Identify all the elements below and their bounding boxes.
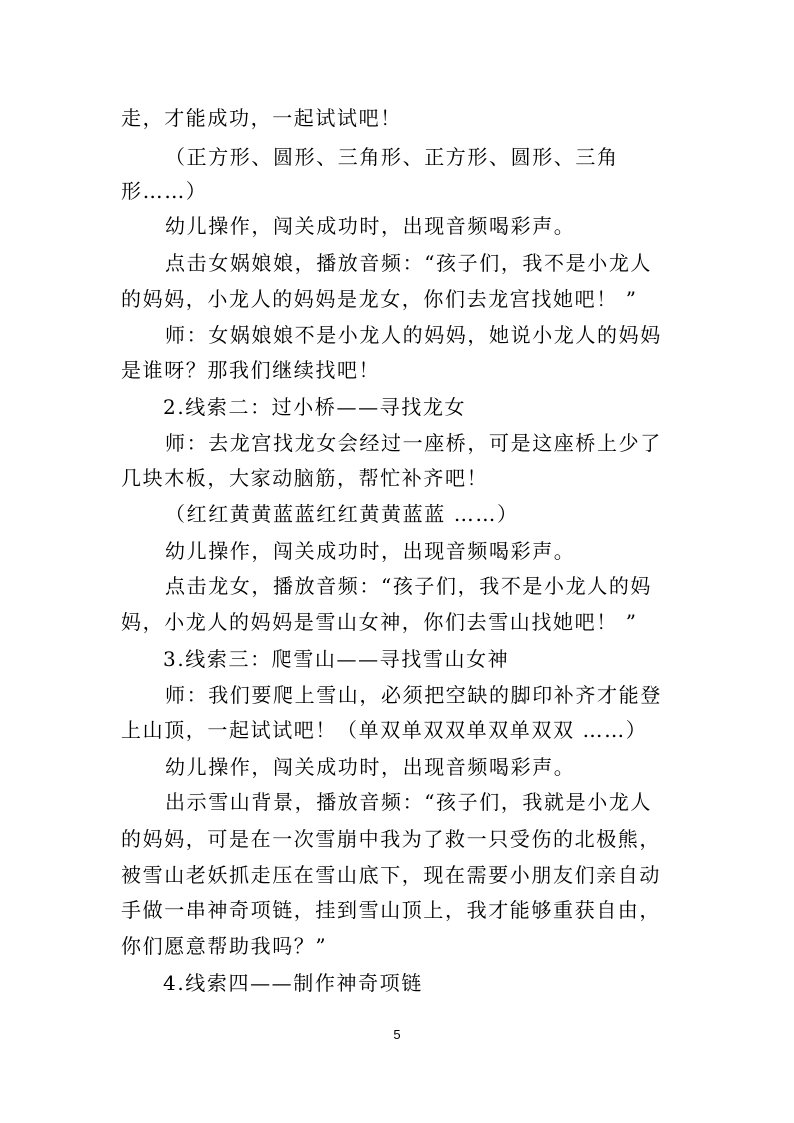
text-line: 几块木板，大家动脑筋，帮忙补齐吧！ (121, 466, 489, 490)
text-line: 形……） (121, 179, 208, 203)
text-line: 妈，小龙人的妈妈是雪山女神，你们去雪山找她吧！ ” (121, 610, 638, 634)
section-heading: 3.线索三：爬雪山——寻找雪山女神 (163, 647, 510, 671)
text-line: 手做一串神奇项链，挂到雪山顶上，我才能够重获自由， (121, 898, 661, 922)
text-line: 幼儿操作，闯关成功时，出现音频喝彩声。 (165, 214, 576, 238)
text-line: 上山顶，一起试试吧！（单双单双双单双单双双 ……） (121, 718, 648, 742)
text-line: 的妈妈，可是在一次雪崩中我为了救一只受伤的北极熊， (121, 827, 661, 851)
text-line: 幼儿操作，闯关成功时，出现音频喝彩声。 (165, 755, 576, 779)
text-line: 走，才能成功，一起试试吧！ (121, 106, 402, 130)
text-line: 点击女娲娘娘，播放音频：“孩子们，我不是小龙人 (165, 251, 653, 275)
text-line: 师：女娲娘娘不是小龙人的妈妈，她说小龙人的妈妈 (165, 323, 662, 347)
page-number: 5 (393, 1027, 401, 1042)
text-line: （正方形、圆形、三角形、正方形、圆形、三角 (165, 145, 619, 169)
text-line: 点击龙女，播放音频：“孩子们，我不是小龙人的妈 (165, 574, 653, 598)
text-line: （红红黄黄蓝蓝红红黄黄蓝蓝 ……） (165, 502, 519, 526)
section-heading: 2.线索二：过小桥——寻找龙女 (163, 395, 467, 419)
text-line: 是谁呀？那我们继续找吧！ (121, 358, 381, 382)
text-line: 师：去龙宫找龙女会经过一座桥，可是这座桥上少了 (165, 431, 662, 455)
text-line: 幼儿操作，闯关成功时，出现音频喝彩声。 (165, 539, 576, 563)
text-line: 你们愿意帮助我吗？” (121, 934, 328, 958)
section-heading: 4.线索四——制作神奇项链 (163, 971, 423, 995)
text-line: 师：我们要爬上雪山，必须把空缺的脚印补齐才能登 (165, 683, 662, 707)
text-line: 被雪山老妖抓走压在雪山底下，现在需要小朋友们亲自动 (121, 863, 661, 887)
text-line: 的妈妈，小龙人的妈妈是龙女，你们去龙宫找她吧！ ” (121, 287, 638, 311)
text-line: 出示雪山背景，播放音频：“孩子们，我就是小龙人 (165, 790, 653, 814)
